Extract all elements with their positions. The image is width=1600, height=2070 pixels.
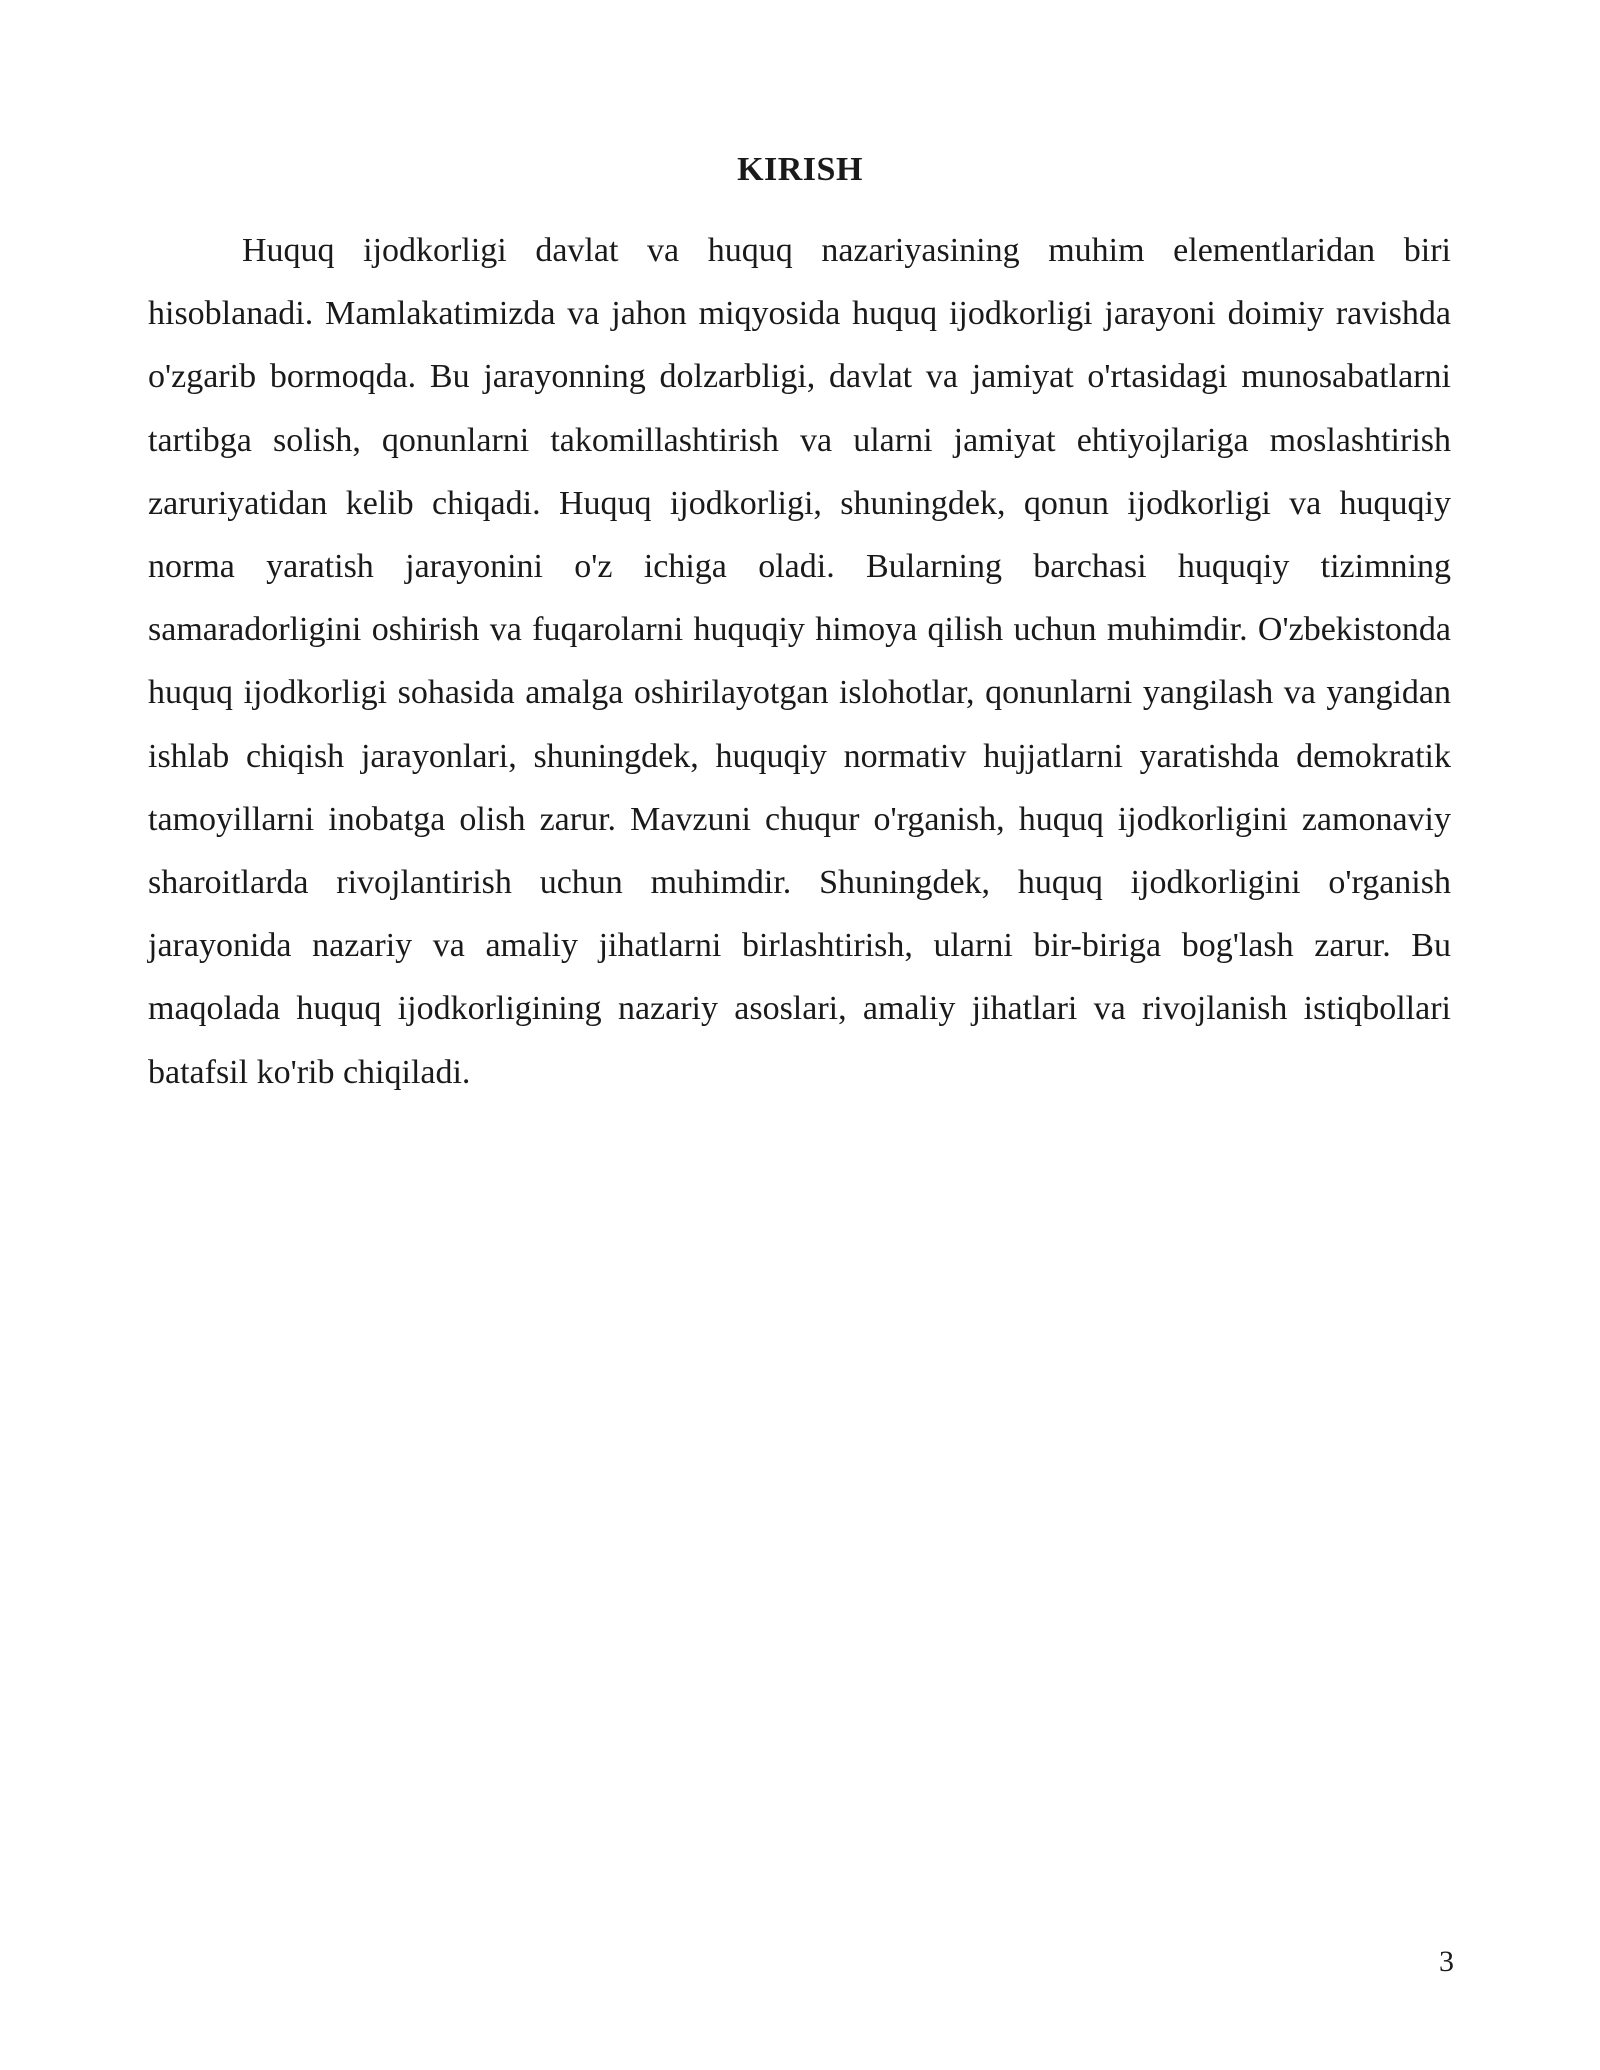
body-paragraph: Huquq ijodkorligi davlat va huquq nazariyasining muhim elementlaridan biri hisoblanadi. Mamlakatimizda va jahon miqyosida huquq ijodkorligi jarayoni doimiy ravishda o'zgarib bormoqda. Bu jarayonning dolzarbligi, davlat va jamiyat o'rtasidagi munosabatlarni tartibga solish, qonunlarni takomillashtirish va ularni jamiyat ehtiyojlariga moslashtirish zaruriyatidan kelib chiqadi. Huquq ijodkorligi, shuningdek, qonun ijodkorligi va huquqiy norma yaratish jarayonini o'z ichiga oladi. Bularning barchasi huquqiy tizimning samaradorligini oshirish va fuqarolarni huquqiy himoya qilish uchun muhimdir. O'zbekistonda huquq ijodkorligi sohasida amalga oshirilayotgan islohotlar, qonunlarni yangilash va yangidan ishlab chiqish jarayonlari, shuningdek, huquqiy normativ hujjatlarni yaratishda demokratik tamoyillarni inobatga olish zarur. Mavzuni chuqur o'rganish, huquq ijodkorligini zamonaviy sharoitlarda rivojlantirish uchun muhimdir. Shuningdek, huquq ijodkorligini o'rganish jarayonida nazariy va amaliy jihatlarni birlashtirish, ularni bir-biriga bog'lash zarur. Bu maqolada huquq ijodkorligining nazariy asoslari, amaliy jihatlari va rivojlanish istiqbollari batafsil ko'rib chiqiladi. <box>148 232 1451 1091</box>
section-heading: KIRISH <box>737 151 863 188</box>
page-number: 3 <box>1439 1945 1454 1978</box>
